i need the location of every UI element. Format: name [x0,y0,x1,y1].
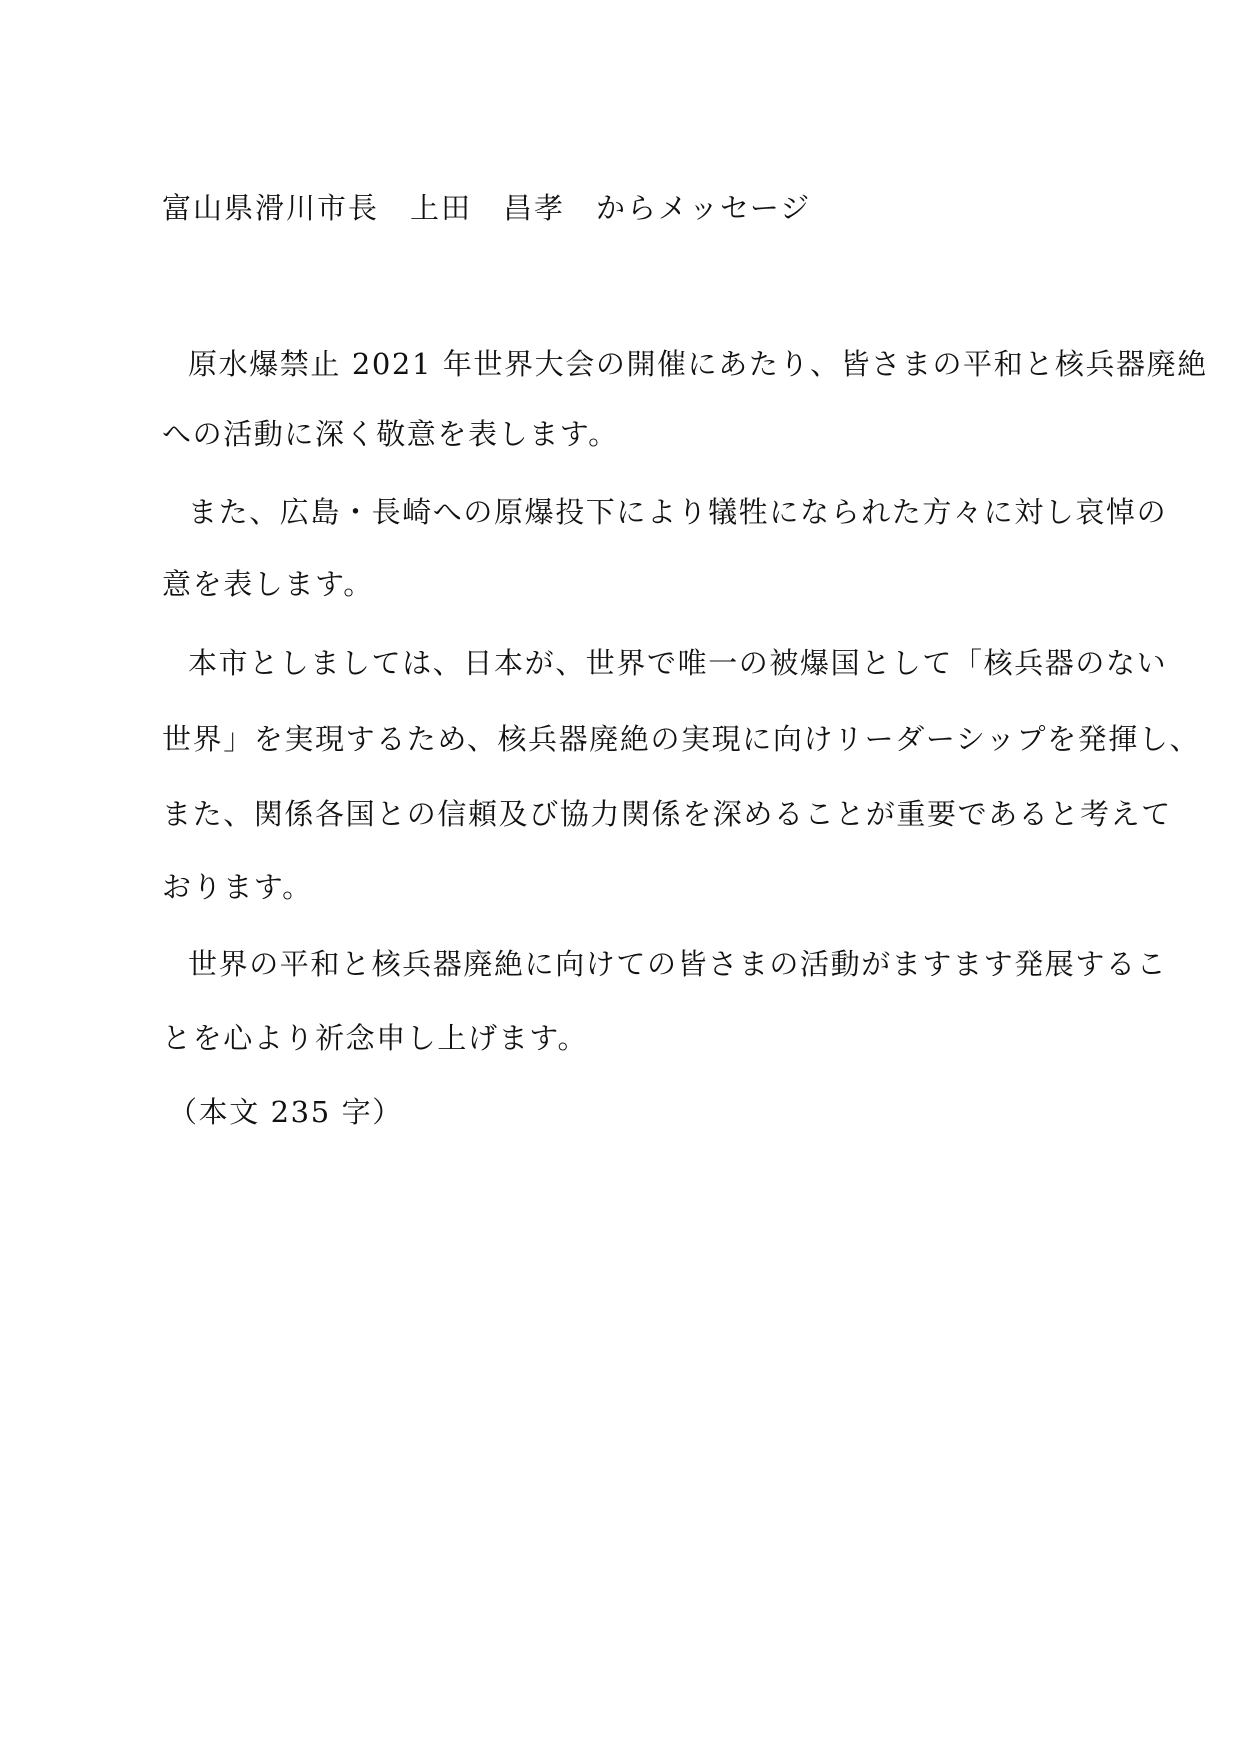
paragraph-1-line-2: への活動に深く敬意を表します。 [162,417,619,451]
paragraph-3-line-1: 本市としましては、日本が、世界で唯一の被爆国として「核兵器のない [188,646,1168,680]
paragraph-3-line-4: おります。 [162,870,313,904]
paragraph-2-line-1: また、広島・長崎への原爆投下により犠牲になられた方々に対し哀悼の [188,495,1168,529]
paragraph-3-line-2: 世界」を実現するため、核兵器廃絶の実現に向けリーダーシップを発揮し、 [162,722,1201,756]
character-count-note: （本文 235 字） [168,1095,403,1129]
paragraph-1-line-1: 原水爆禁止 2021 年世界大会の開催にあたり、皆さまの平和と核兵器廃絶 [188,347,1208,381]
paragraph-4-line-2: とを心より祈念申し上げます。 [162,1021,589,1055]
message-heading: 富山県滑川市長 上田 昌孝 からメッセージ [162,191,812,225]
paragraph-2-line-2: 意を表します。 [162,567,374,601]
paragraph-4-line-1: 世界の平和と核兵器廃絶に向けての皆さまの活動がますます発展するこ [188,947,1168,981]
paragraph-3-line-3: また、関係各国との信頼及び協力関係を深めることが重要であると考えて [162,797,1172,831]
